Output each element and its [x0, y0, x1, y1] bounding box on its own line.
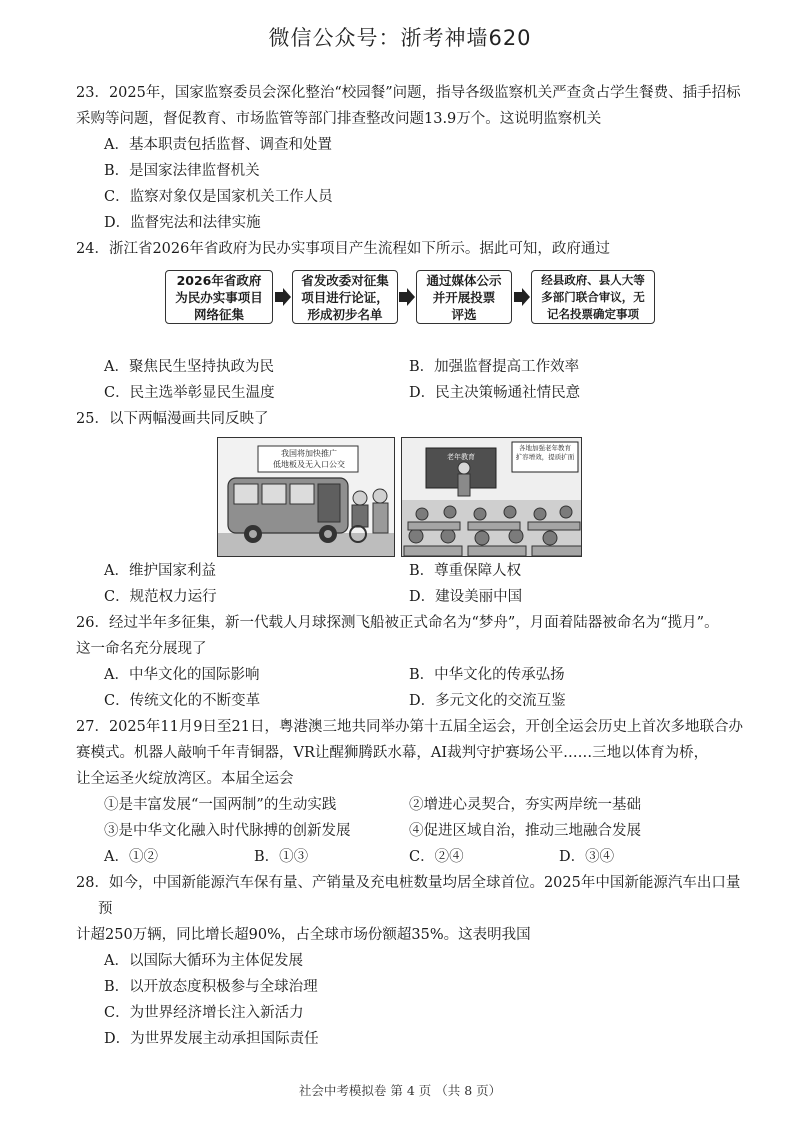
cartoon-board-text: 老年教育 — [447, 453, 475, 461]
q23-option-d: D．监督宪法和法律实施 — [104, 215, 261, 231]
q24-option-c: C．民主选举彰显民生温度 — [104, 385, 275, 401]
q24-option-d: D．民主决策畅通社情民意 — [409, 385, 581, 401]
cartoon-bus — [217, 437, 395, 557]
process-flowchart — [165, 270, 655, 330]
q27-statement-4: ④促进区域自治，推动三地融合发展 — [409, 823, 641, 839]
q25-option-a: A．维护国家利益 — [104, 563, 216, 579]
question-25-options — [76, 558, 746, 610]
question-24 — [76, 236, 746, 262]
page-header: 微信公众号：浙考神墙620 — [268, 26, 532, 50]
cartoon-note-text: 各地加强老年教育 扩容增效，提质扩面 — [515, 444, 575, 461]
q25-stem: 25．以下两幅漫画共同反映了 — [76, 411, 269, 427]
q26-option-a: A．中华文化的国际影响 — [104, 667, 260, 683]
q23-option-b: B．是国家法律监督机关 — [104, 163, 260, 179]
q27-option-d: D．③④ — [559, 849, 615, 865]
q25-option-b: B．尊重保障人权 — [409, 563, 522, 579]
flow-step-4: 经县政府、县人大等 多部门联合审议，无 记名投票确定事项 — [531, 270, 655, 324]
flow-step-1: 2026年省政府 为民办实事项目 网络征集 — [165, 270, 273, 324]
q23-stem-line1: 23．2025年，国家监察委员会深化整治“校园餐”问题，指导各级监察机关严查贪占学生餐费、插手招标 — [76, 85, 741, 101]
q26-stem-line1: 26．经过半年多征集，新一代载人月球探测飞船被正式命名为“梦舟”，月面着陆器被命名为“揽月”。 — [76, 615, 719, 631]
q24-option-b: B．加强监督提高工作效率 — [409, 359, 580, 375]
q26-stem-line2: 这一命名充分展现了 — [76, 641, 207, 657]
q24-stem: 24．浙江省2026年省政府为民办实事项目产生流程如下所示。据此可知，政府通过 — [76, 241, 610, 257]
q26-option-d: D．多元文化的交流互鉴 — [409, 693, 566, 709]
q28-option-d: D．为世界发展主动承担国际责任 — [104, 1031, 319, 1047]
q27-option-b: B．①③ — [254, 849, 309, 865]
q27-option-a: A．①② — [104, 849, 158, 865]
q28-option-b: B．以开放态度积极参与全球治理 — [104, 979, 318, 995]
arrow-right-icon — [514, 288, 530, 306]
q25-option-d: D．建设美丽中国 — [409, 589, 523, 605]
question-28 — [76, 870, 746, 1052]
cartoon-bus-caption: 我国将加快推广 低地板及无入口公交 — [273, 449, 345, 469]
q27-option-c: C．②④ — [409, 849, 464, 865]
question-24-options — [76, 354, 746, 406]
q28-stem-line1: 28．如今，中国新能源汽车保有量、产销量及充电桩数量均居全球首位。2025年中国新能源汽车出口量预 — [76, 875, 741, 917]
q28-option-a: A．以国际大循环为主体促发展 — [104, 953, 303, 969]
q24-option-a: A．聚焦民生坚持执政为民 — [104, 359, 274, 375]
q27-statement-3: ③是中华文化融入时代脉搏的创新发展 — [104, 823, 351, 839]
q23-stem-line2: 采购等问题，督促教育、市场监管等部门排查整改问题13.9万个。这说明监察机关 — [76, 111, 602, 127]
q26-option-b: B．中华文化的传承弘扬 — [409, 667, 565, 683]
arrow-right-icon — [275, 288, 291, 306]
q26-option-c: C．传统文化的不断变革 — [104, 693, 261, 709]
q27-stem-line3: 让全运圣火绽放湾区。本届全运会 — [76, 771, 294, 787]
arrow-right-icon — [399, 288, 415, 306]
flow-step-2: 省发改委对征集 项目进行论证， 形成初步名单 — [292, 270, 398, 324]
q28-option-c: C．为世界经济增长注入新活力 — [104, 1005, 304, 1021]
q23-option-a: A．基本职责包括监督、调查和处置 — [104, 137, 332, 153]
cartoon-classroom — [401, 437, 582, 557]
q27-stem-line2: 赛模式。机器人敲响千年青铜器，VR让醒狮腾跃水幕，AI裁判守护赛场公平……三地以体育为桥， — [76, 745, 709, 761]
q27-statement-2: ②增进心灵契合，夯实两岸统一基础 — [409, 797, 641, 813]
question-27 — [76, 714, 746, 870]
flow-step-3: 通过媒体公示 并开展投票 评选 — [416, 270, 512, 324]
q27-statement-1: ①是丰富发展“一国两制”的生动实践 — [104, 797, 337, 813]
question-25 — [76, 406, 746, 432]
question-23 — [76, 80, 746, 236]
q25-option-c: C．规范权力运行 — [104, 589, 217, 605]
question-26 — [76, 610, 746, 714]
page-footer: 社会中考模拟卷 第 4 页 （共 8 页） — [298, 1083, 502, 1098]
q27-stem-line1: 27．2025年11月9日至21日，粤港澳三地共同举办第十五届全运会，开创全运会历史上首次多地联合办 — [76, 719, 743, 735]
q23-option-c: C．监察对象仅是国家机关工作人员 — [104, 189, 333, 205]
q28-stem-line2: 计超250万辆，同比增长超90%，占全球市场份额超35%。这表明我国 — [76, 927, 531, 943]
